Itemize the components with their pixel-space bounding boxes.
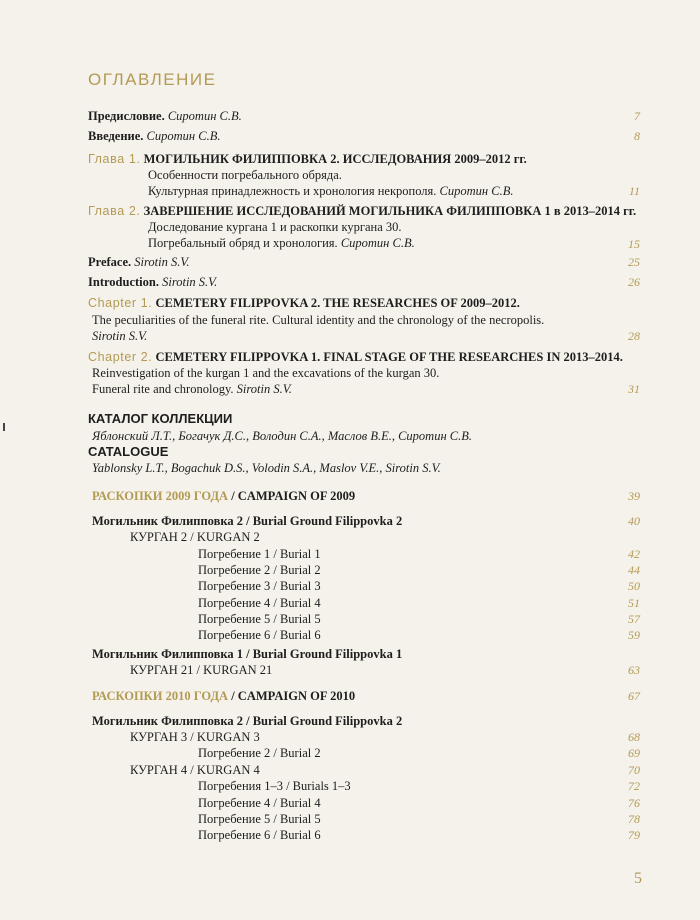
chapter-subtitle: Reinvestigation of the kurgan 1 and the excavations of the kurgan 30.	[92, 366, 440, 380]
entry-title: Preface.	[88, 255, 132, 269]
page-number: 76	[628, 796, 640, 810]
kurgan-entry[interactable]: КУРГАН 21 / KURGAN 21	[130, 663, 273, 677]
page-title: ОГЛАВЛЕНИЕ	[88, 70, 217, 89]
burial-entry[interactable]: Погребение 1 / Burial 1	[198, 547, 321, 561]
toc-entry-glava2[interactable]	[88, 203, 636, 219]
entry-author: Сиротин С.В.	[146, 129, 221, 143]
chapter-subtitle: The peculiarities of the funeral rite. Cultural identity and the chronology of the necropolis.	[92, 313, 545, 327]
chapter-label: Chapter 2.	[88, 350, 153, 364]
toc-entry-preface[interactable]	[88, 254, 189, 270]
entry-author: Sirotin S.V.	[162, 275, 218, 289]
burial-entry[interactable]: Погребение 2 / Burial 2	[198, 563, 321, 577]
entry-author: Sirotin S.V.	[92, 329, 148, 343]
section-campaign-2010[interactable]	[92, 688, 355, 704]
page-number: 79	[628, 828, 640, 842]
burial-entry[interactable]: Погребение 5 / Burial 5	[198, 812, 321, 826]
page-number: 25	[628, 255, 640, 269]
page-number: 39	[628, 489, 640, 503]
chapter-subtitle: Погребальный обряд и хронология.	[148, 236, 338, 250]
burial-entry[interactable]: Погребение 6 / Burial 6	[198, 828, 321, 842]
page-number: 59	[628, 628, 640, 642]
section-title-ru: РАСКОПКИ 2009 ГОДА	[92, 489, 229, 503]
kurgan-entry[interactable]: КУРГАН 4 / KURGAN 4	[130, 763, 260, 777]
catalog-authors-en: Yablonsky L.T., Bogachuk D.S., Volodin S.A., Maslov V.E., Sirotin S.V.	[92, 461, 441, 475]
entry-author: Sirotin S.V.	[134, 255, 190, 269]
page-number: 7	[634, 109, 640, 123]
toc-entry-chapter2[interactable]	[88, 349, 623, 365]
kurgan-entry[interactable]: КУРГАН 3 / KURGAN 3	[130, 730, 260, 744]
chapter-label: Глава 1.	[88, 152, 141, 166]
chapter-subtitle-author-line	[92, 381, 292, 397]
toc-entry-vvedenie[interactable]	[88, 128, 220, 144]
page-number: 44	[628, 563, 640, 577]
chapter-subtitle-author-line	[148, 183, 513, 199]
section-title-en: / CAMPAIGN OF 2010	[228, 689, 356, 703]
chapter-subtitle: Funeral rite and chronology.	[92, 382, 234, 396]
page-number: 69	[628, 746, 640, 760]
entry-author: Сиротин С.В.	[439, 184, 514, 198]
chapter-title: CEMETERY FILIPPOVKA 1. FINAL STAGE OF THE RESEARCHES IN 2013–2014.	[155, 350, 623, 364]
toc-entry-glava1[interactable]	[88, 151, 527, 167]
burial-entry[interactable]: Погребение 5 / Burial 5	[198, 612, 321, 626]
page-number: 42	[628, 547, 640, 561]
chapter-title: ЗАВЕРШЕНИЕ ИССЛЕДОВАНИЙ МОГИЛЬНИКА ФИЛИППОВКА 1 в 2013–2014 гг.	[143, 204, 637, 218]
entry-author: Сиротин С.В.	[167, 109, 242, 123]
page-number: 63	[628, 663, 640, 677]
burial-entry[interactable]: Погребение 3 / Burial 3	[198, 579, 321, 593]
toc-entry-introduction[interactable]	[88, 274, 217, 290]
toc-entry-predislovie[interactable]	[88, 108, 242, 124]
chapter-label: Глава 2.	[88, 204, 141, 218]
page-number: 72	[628, 779, 640, 793]
catalog-title-ru[interactable]: КАТАЛОГ КОЛЛЕКЦИИ	[88, 411, 233, 426]
burial-ground-entry[interactable]: Могильник Филипповка 2 / Burial Ground Filippovka 2	[92, 714, 403, 728]
page-number: 15	[628, 237, 640, 251]
page-number: 31	[628, 382, 640, 396]
page-number: 40	[628, 514, 640, 528]
catalog-authors-ru: Яблонский Л.Т., Богачук Д.С., Володин С.А., Маслов В.Е., Сиротин С.В.	[92, 429, 473, 443]
page-number: 8	[634, 129, 640, 143]
section-campaign-2009[interactable]	[92, 488, 355, 504]
entry-title: Введение.	[88, 129, 144, 143]
chapter-title: CEMETERY FILIPPOVKA 2. THE RESEARCHES OF 2009–2012.	[155, 296, 520, 310]
page-folio: 5	[634, 870, 642, 887]
page-number: 70	[628, 763, 640, 777]
entry-title: Предисловие.	[88, 109, 165, 123]
page-number: 67	[628, 689, 640, 703]
burial-entry[interactable]: Погребение 6 / Burial 6	[198, 628, 321, 642]
section-title-ru: РАСКОПКИ 2010 ГОДА	[92, 689, 229, 703]
edge-mark	[3, 423, 5, 431]
page-number: 50	[628, 579, 640, 593]
kurgan-entry[interactable]: КУРГАН 2 / KURGAN 2	[130, 530, 260, 544]
entry-author: Sirotin S.V.	[236, 382, 292, 396]
catalog-title-en[interactable]: CATALOGUE	[88, 444, 169, 459]
burial-entry[interactable]: Погребения 1–3 / Burials 1–3	[198, 779, 351, 793]
chapter-subtitle: Доследование кургана 1 и раскопки кургана 30.	[148, 220, 402, 234]
burial-ground-entry[interactable]: Могильник Филипповка 1 / Burial Ground Filippovka 1	[92, 647, 403, 661]
section-title-en: / CAMPAIGN OF 2009	[228, 489, 356, 503]
burial-entry[interactable]: Погребение 4 / Burial 4	[198, 596, 321, 610]
page-number: 78	[628, 812, 640, 826]
chapter-title: МОГИЛЬНИК ФИЛИППОВКА 2. ИССЛЕДОВАНИЯ 2009–2012 гг.	[143, 152, 527, 166]
page-number: 11	[628, 184, 640, 198]
page-number: 28	[628, 329, 640, 343]
entry-title: Introduction.	[88, 275, 159, 289]
page-number: 68	[628, 730, 640, 744]
chapter-subtitle: Культурная принадлежность и хронология некрополя.	[148, 184, 437, 198]
chapter-label: Chapter 1.	[88, 296, 153, 310]
page-number: 57	[628, 612, 640, 626]
entry-author: Сиротин С.В.	[340, 236, 415, 250]
page-number: 26	[628, 275, 640, 289]
burial-ground-entry[interactable]: Могильник Филипповка 2 / Burial Ground Filippovka 2	[92, 514, 403, 528]
burial-entry[interactable]: Погребение 4 / Burial 4	[198, 796, 321, 810]
burial-entry[interactable]: Погребение 2 / Burial 2	[198, 746, 321, 760]
page-number: 51	[628, 596, 640, 610]
toc-entry-chapter1[interactable]	[88, 295, 520, 311]
chapter-subtitle-author-line	[148, 235, 415, 251]
chapter-subtitle: Особенности погребального обряда.	[148, 168, 342, 182]
